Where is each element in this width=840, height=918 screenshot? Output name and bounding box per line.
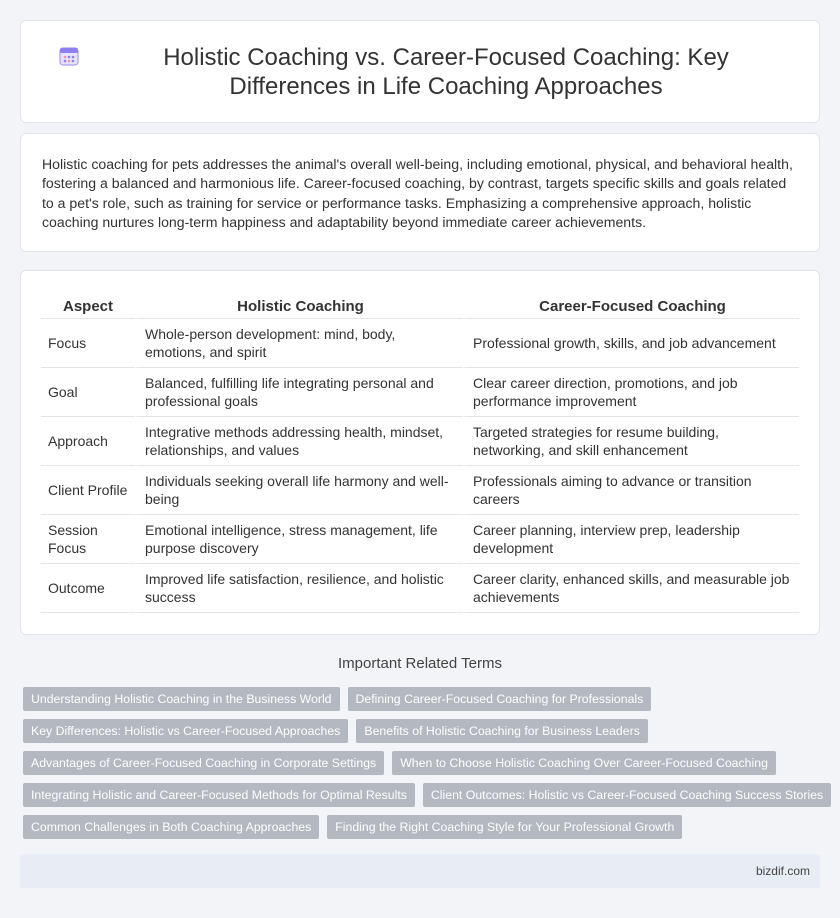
table-row bbox=[41, 466, 799, 515]
related-term-tag[interactable]: Advantages of Career-Focused Coaching in Corporate Settings bbox=[23, 751, 384, 775]
row-aspect: Client Profile bbox=[41, 466, 135, 515]
footer-site-link[interactable]: bizdif.com bbox=[755, 864, 810, 878]
column-header-career: Career-Focused Coaching bbox=[463, 295, 799, 319]
table-row bbox=[41, 515, 799, 564]
intro-paragraph: Holistic coaching for pets addresses the animal's overall well-being, including emotional, physical, and behavioral health, fostering a balanced and harmonious life. Career-focused coaching, by contrast, targets specific skills and goals related to a pet's role, such as training for service or performance tasks. Emphasizing a comprehensive approach, holistic coaching nurtures long-term happiness and adaptability beyond immediate career achievements. bbox=[42, 156, 793, 231]
row-holistic: Emotional intelligence, stress management, life purpose discovery bbox=[135, 515, 463, 564]
tag-row bbox=[23, 719, 823, 751]
tag-row bbox=[23, 815, 823, 847]
title-card bbox=[20, 20, 820, 123]
tag-row bbox=[23, 751, 823, 783]
column-header-holistic: Holistic Coaching bbox=[135, 295, 463, 319]
row-career: Professionals aiming to advance or transition careers bbox=[463, 466, 799, 515]
row-career: Professional growth, skills, and job advancement bbox=[463, 319, 799, 368]
footer bbox=[20, 854, 820, 888]
related-term-tag[interactable]: Integrating Holistic and Career-Focused Methods for Optimal Results bbox=[23, 783, 415, 807]
row-holistic: Individuals seeking overall life harmony and well-being bbox=[135, 466, 463, 515]
related-term-tag[interactable]: Defining Career-Focused Coaching for Professionals bbox=[348, 687, 652, 711]
row-aspect: Focus bbox=[41, 319, 135, 368]
column-header-aspect: Aspect bbox=[41, 295, 135, 319]
row-career: Clear career direction, promotions, and job performance improvement bbox=[463, 368, 799, 417]
tag-row bbox=[23, 783, 823, 815]
table-row bbox=[41, 564, 799, 613]
row-aspect: Approach bbox=[41, 417, 135, 466]
row-aspect: Session Focus bbox=[41, 515, 135, 564]
related-term-tag[interactable]: Key Differences: Holistic vs Career-Focused Approaches bbox=[23, 719, 348, 743]
related-term-tag[interactable]: Common Challenges in Both Coaching Approaches bbox=[23, 815, 319, 839]
table-row bbox=[41, 319, 799, 368]
row-holistic: Improved life satisfaction, resilience, and holistic success bbox=[135, 564, 463, 613]
intro-card bbox=[20, 133, 820, 252]
table-header-row bbox=[41, 295, 799, 319]
related-term-tag[interactable]: Client Outcomes: Holistic vs Career-Focused Coaching Success Stories bbox=[423, 783, 831, 807]
row-holistic: Balanced, fulfilling life integrating personal and professional goals bbox=[135, 368, 463, 417]
row-holistic: Whole-person development: mind, body, emotions, and spirit bbox=[135, 319, 463, 368]
related-term-tag[interactable]: Finding the Right Coaching Style for Your Professional Growth bbox=[327, 815, 682, 839]
table-row bbox=[41, 368, 799, 417]
row-career: Career planning, interview prep, leadership development bbox=[463, 515, 799, 564]
tag-row bbox=[23, 687, 823, 719]
table-row bbox=[41, 417, 799, 466]
comparison-table bbox=[41, 295, 799, 613]
page-title: Holistic Coaching vs. Career-Focused Coaching: Key Differences in Life Coaching Approaches bbox=[163, 44, 729, 100]
related-term-tag[interactable]: Understanding Holistic Coaching in the Business World bbox=[23, 687, 340, 711]
row-holistic: Integrative methods addressing health, mindset, relationships, and values bbox=[135, 417, 463, 466]
related-term-tag[interactable]: When to Choose Holistic Coaching Over Career-Focused Coaching bbox=[392, 751, 776, 775]
related-terms-list bbox=[23, 687, 823, 847]
related-terms-heading: Important Related Terms bbox=[338, 655, 502, 672]
comparison-table-card bbox=[20, 270, 820, 635]
row-career: Targeted strategies for resume building, networking, and skill enhancement bbox=[463, 417, 799, 466]
row-career: Career clarity, enhanced skills, and measurable job achievements bbox=[463, 564, 799, 613]
row-aspect: Goal bbox=[41, 368, 135, 417]
row-aspect: Outcome bbox=[41, 564, 135, 613]
related-term-tag[interactable]: Benefits of Holistic Coaching for Business Leaders bbox=[356, 719, 647, 743]
